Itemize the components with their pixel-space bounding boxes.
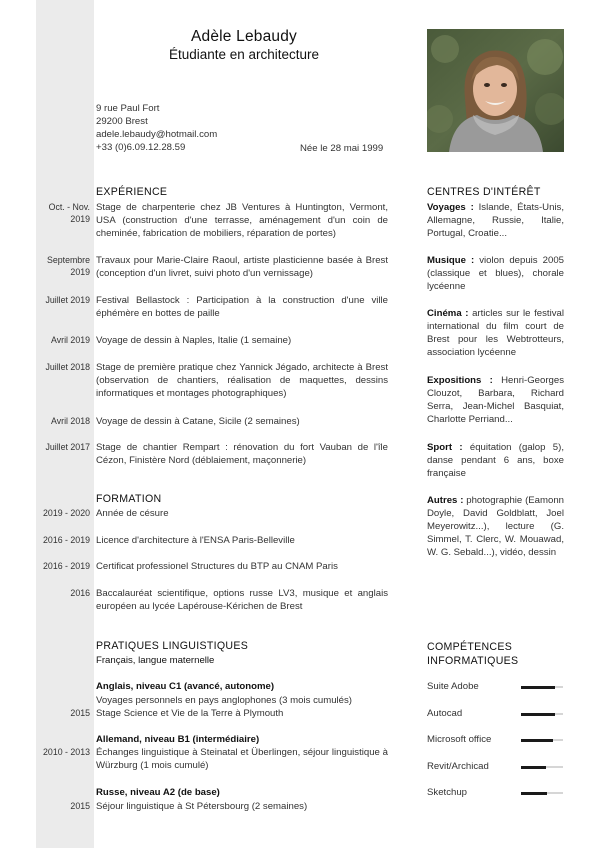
interests-heading: CENTRES D'INTÉRÊT [427, 186, 541, 198]
contact-street: 9 rue Paul Fort [96, 103, 160, 114]
profile-photo [427, 29, 564, 152]
skill-name: Autocad [427, 708, 463, 719]
language-level: Russe, niveau A2 (de base) [96, 787, 220, 798]
formation-date: 2016 - 2019 [43, 561, 90, 571]
subtitle: Étudiante en architecture [168, 47, 320, 62]
interest-entry [427, 307, 564, 359]
contact-city: 29200 Brest [96, 116, 148, 127]
native-language: Français, langue maternelle [96, 655, 215, 666]
language-detail: Stage Science et Vie de la Terre à Plymouth [96, 708, 284, 719]
interest-label: Voyages : [427, 202, 474, 213]
experience-date: Oct. - Nov. 2019 [48, 202, 90, 224]
contact-phone: +33 (0)6.09.12.28.59 [96, 142, 186, 153]
interest-label: Sport : [427, 442, 463, 453]
interest-entry [427, 374, 564, 426]
interest-text: équitation (galop 5), danse pendant 6 ans, boxe française [427, 442, 564, 479]
experience-entry: Voyage de dessin à Catane, Sicile (2 semaines) [96, 416, 300, 427]
language-detail: Voyages personnels en pays anglophones (3 mois cumulés) [96, 695, 352, 706]
skill-level-bar [521, 739, 563, 741]
skill-level-fill [521, 739, 553, 742]
interest-text: Islande, États-Unis, Allemagne, Russie, Italie, Portugal, Croatie... [427, 202, 564, 239]
language-date: 2010 - 2013 [43, 747, 90, 757]
skill-level-bar [521, 686, 563, 688]
experience-date: Septembre 2019 [46, 255, 90, 277]
experience-entry: Stage de première pratique chez Yannick Jégado, architecte à Brest (observation de chantiers, réalisation de maquettes, dessins informatiques et montages photographiques) [96, 362, 388, 399]
skill-level-bar [521, 792, 563, 794]
interest-label: Musique : [427, 255, 475, 266]
language-detail: Séjour linguistique à St Pétersbourg (2 semaines) [96, 801, 308, 812]
language-date: 2015 [70, 801, 90, 811]
formation-date: 2016 - 2019 [43, 535, 90, 545]
skill-level-bar [521, 713, 563, 715]
interest-text: articles sur le festival international du film court de Brest pour les Webtrotteurs, association lycéenne [427, 308, 564, 358]
language-level: Anglais, niveau C1 (avancé, autonome) [96, 681, 275, 692]
interest-entry [427, 441, 564, 480]
language-level: Allemand, niveau B1 (intermédiaire) [96, 734, 260, 745]
name-heading: Adèle Lebaudy [190, 28, 298, 45]
skill-name: Microsoft office [427, 734, 492, 745]
interest-label: Expositions : [427, 375, 493, 386]
experience-entry: Stage de chantier Rempart : rénovation du fort Vauban de l'île Cézon, Finistère Nord (déblaiement, maçonnerie) [96, 442, 388, 466]
language-detail: Échanges linguistique à Steinatal et Überlingen, séjour linguistique à Würzburg (1 mois cumulé) [96, 747, 388, 771]
interest-label: Cinéma : [427, 308, 469, 319]
interest-entry [427, 201, 564, 240]
skill-name: Revit/Archicad [427, 761, 489, 772]
experience-heading: EXPÉRIENCE [96, 186, 168, 198]
skill-name: Sketchup [427, 787, 468, 798]
formation-date: 2016 [70, 588, 90, 598]
interest-entry [427, 254, 564, 293]
interest-text: violon depuis 2005 (classique et blues), chorale lycéenne [427, 255, 564, 292]
skill-level-fill [521, 686, 555, 689]
experience-date: Juillet 2018 [45, 362, 90, 372]
computer-skills-heading: COMPÉTENCES INFORMATIQUES [427, 641, 519, 667]
formation-entry: Licence d'architecture à l'ENSA Paris-Belleville [96, 535, 295, 546]
interest-text: photographie (Eamonn Doyle, David Goldblatt, Joel Meyerowitz...), lecture (G. Simmel, T. Clerc, W. Mouawad, W. G. Sebald...), vidéo, dessin [427, 495, 564, 558]
skill-level-fill [521, 766, 546, 769]
experience-date: Avril 2019 [51, 335, 90, 345]
skill-level-bar [521, 766, 563, 768]
skill-level-fill [521, 792, 547, 795]
interest-entry [427, 494, 564, 559]
interest-text: Henri-Georges Clouzot, Barbara, Richard Serra, Jean-Michel Basquiat, Charlotte Perriand... [427, 375, 565, 425]
experience-entry: Voyage de dessin à Naples, Italie (1 semaine) [96, 335, 292, 346]
experience-entry: Festival Bellastock : Participation à la construction d'une ville éphémère en bottes de paille [96, 295, 388, 319]
experience-date: Juillet 2017 [45, 442, 90, 452]
formation-entry: Certificat professionel Structures du BTP au CNAM Paris [96, 561, 338, 572]
formation-date: 2019 - 2020 [43, 508, 90, 518]
formation-entry: Baccalauréat scientifique, options russe LV3, musique et anglais européen au lycée Lapérouse-Kérichen de Brest [96, 588, 388, 612]
birth-date: Née le 28 mai 1999 [300, 143, 384, 154]
formation-heading: FORMATION [96, 493, 162, 505]
skill-level-fill [521, 713, 555, 716]
experience-date: Avril 2018 [51, 416, 90, 426]
experience-entry: Travaux pour Marie-Claire Raoul, artiste plasticienne basée à Brest (conception d'un livret, suivi photo d'un vernissage) [96, 255, 388, 279]
contact-email[interactable]: adele.lebaudy@hotmail.com [96, 129, 218, 140]
experience-entry: Stage de charpenterie chez JB Ventures à Huntington, Vermont, USA (construction d'une terrasse, aménagement d'un coin de cheminée, fabrication de mobiliers, réparation de portes) [96, 202, 388, 239]
skill-name: Suite Adobe [427, 681, 479, 692]
languages-heading: PRATIQUES LINGUISTIQUES [96, 640, 249, 652]
experience-date: Juillet 2019 [45, 295, 90, 305]
formation-entry: Année de césure [96, 508, 169, 519]
language-date: 2015 [70, 708, 90, 718]
interest-label: Autres : [427, 495, 464, 506]
